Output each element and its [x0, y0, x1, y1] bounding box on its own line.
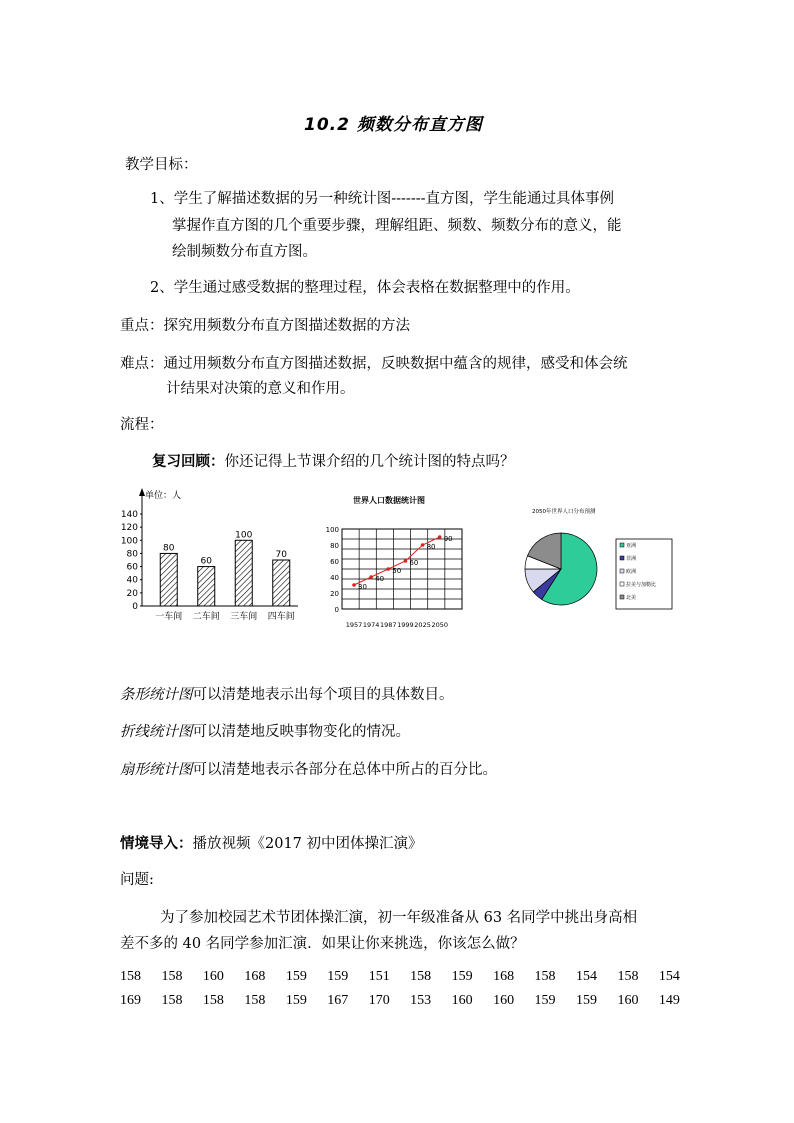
height-value: 160 [617, 993, 639, 1008]
x-category-label: 一车间 [155, 612, 183, 622]
y-tick-label: 0 [334, 606, 339, 614]
bar-value-label: 100 [235, 530, 253, 541]
height-value: 160 [202, 969, 224, 984]
data-label: 80 [426, 543, 436, 551]
data-point [438, 535, 442, 539]
y-tick-label: 80 [330, 542, 339, 550]
pie-chart [518, 503, 678, 615]
x-category-label: 二车间 [192, 612, 220, 622]
objective-1-line-2: 掌握作直方图的几个重要步骤，理解组距、频数、频数分布的意义，能 [172, 218, 622, 234]
line-chart-title: 世界人口数据统计图 [353, 496, 425, 505]
scene-line [120, 832, 423, 853]
height-value: 154 [658, 969, 680, 984]
data-label: 40 [375, 575, 385, 583]
line-chart-description [120, 720, 410, 741]
height-value: 159 [285, 969, 307, 984]
x-category-label: 四车间 [267, 612, 295, 622]
height-value: 168 [493, 969, 515, 984]
height-value: 167 [327, 993, 349, 1008]
data-label: 60 [409, 559, 419, 567]
line-chart-term: 折线统计图 [120, 724, 193, 740]
legend-label: 非洲 [626, 556, 637, 562]
bar [198, 567, 215, 606]
legend-label: 欧洲 [626, 569, 637, 575]
height-value: 158 [202, 993, 224, 1008]
bar [273, 560, 290, 606]
process-label: 流程： [120, 417, 164, 433]
y-tick-label: 60 [330, 558, 339, 566]
y-tick-label: 60 [126, 562, 138, 573]
height-value: 159 [575, 993, 597, 1008]
height-value: 149 [658, 993, 680, 1008]
height-value: 158 [410, 969, 432, 984]
bar-chart-desc-text: 可以清楚地表示出每个项目的具体数目。 [192, 687, 454, 703]
height-value: 159 [285, 993, 307, 1008]
height-value: 169 [120, 993, 141, 1008]
y-tick-label: 20 [126, 588, 138, 599]
line-chart-desc-text: 可以清楚地反映事物变化的情况。 [192, 724, 410, 740]
bar-chart [116, 484, 302, 624]
y-axis-label: 单位：人 [145, 491, 182, 501]
x-category-label: 三车间 [230, 612, 258, 622]
bar-value-label: 70 [275, 550, 287, 560]
x-tick-label: 1974 [362, 621, 380, 629]
question-label: 问题: [120, 872, 154, 888]
x-tick-label: 1999 [397, 621, 414, 629]
scene-text: 播放视频《2017 初中团体操汇演》 [192, 836, 423, 852]
data-point [404, 559, 408, 563]
objectives-heading: 教学目标： [125, 157, 198, 173]
legend-swatch [620, 556, 624, 560]
legend-label: 北美 [626, 595, 637, 601]
scene-label: 情境导入： [120, 836, 193, 852]
data-point [369, 575, 373, 579]
data-point [386, 567, 390, 571]
y-tick-label: 80 [126, 549, 138, 560]
review-label: 复习回顾： [152, 454, 225, 470]
legend-box [616, 539, 672, 609]
y-tick-label: 100 [325, 526, 339, 534]
height-value: 160 [493, 993, 515, 1008]
review-text: 你还记得上节课介绍的几个统计图的特点吗？ [224, 454, 515, 470]
legend-label: 拉美与加勒比 [626, 582, 657, 588]
legend-label: 亚洲 [626, 543, 637, 549]
data-label: 90 [443, 535, 453, 543]
height-value: 158 [161, 993, 183, 1008]
height-value: 160 [451, 993, 473, 1008]
legend-swatch [620, 582, 624, 586]
height-value: 158 [617, 969, 639, 984]
legend-swatch [620, 595, 624, 599]
problem-line-2: 差不多的 40 名同学参加汇演．如果让你来挑选，你该怎么做？ [120, 936, 525, 952]
line-chart [318, 491, 468, 633]
height-value: 154 [575, 969, 597, 984]
heights-row-1 [120, 969, 680, 985]
objective-2: 2、学生通过感受数据的整理过程，体会表格在数据整理中的作用。 [150, 280, 580, 296]
y-tick-label: 0 [132, 602, 138, 612]
height-value: 168 [244, 969, 266, 984]
difficulty-line-2: 计结果对决策的意义和作用。 [166, 381, 355, 397]
bar [160, 553, 177, 606]
bar-value-label: 60 [200, 556, 212, 567]
height-value: 159 [534, 993, 556, 1008]
data-point [421, 543, 425, 547]
height-value: 170 [368, 993, 390, 1008]
height-value: 158 [534, 969, 556, 984]
y-tick-label: 40 [330, 574, 339, 582]
x-tick-label: 1957 [345, 621, 363, 629]
bar [235, 540, 252, 606]
y-tick-label: 100 [120, 536, 138, 547]
data-label: 50 [392, 567, 402, 575]
bar-value-label: 80 [163, 543, 175, 554]
page-title: 10.2 频数分布直方图 [304, 115, 483, 135]
legend-swatch [620, 569, 624, 573]
data-point [352, 583, 356, 587]
y-tick-label: 20 [330, 590, 339, 598]
height-value: 159 [451, 969, 473, 984]
review-line [152, 450, 515, 471]
height-value: 158 [120, 969, 141, 984]
height-value: 151 [368, 969, 390, 984]
height-value: 153 [410, 993, 432, 1008]
height-value: 158 [244, 993, 266, 1008]
problem-line-1: 为了参加校园艺术节团体操汇演，初一年级准备从 63 名同学中挑出身高相 [160, 910, 638, 926]
legend-swatch [620, 543, 624, 547]
x-tick-label: 2025 [414, 621, 431, 629]
key-point: 重点：探究用频数分布直方图描述数据的方法 [120, 318, 410, 334]
objective-1-line-1: 1、学生了解描述数据的另一种统计图-------直方图，学生能通过具体事例 [150, 191, 615, 207]
pie-chart-term: 扇形统计图 [120, 762, 193, 778]
data-label: 30 [358, 583, 367, 591]
y-tick-label: 40 [126, 575, 138, 586]
x-tick-label: 2050 [431, 621, 448, 629]
pie-chart-title: 2050年世界人口分布预测 [532, 509, 596, 515]
pie-chart-desc-text: 可以清楚地表示各部分在总体中所占的百分比。 [192, 762, 497, 778]
height-value: 158 [161, 969, 183, 984]
objective-1-line-3: 绘制频数分布直方图。 [172, 244, 317, 260]
y-tick-label: 120 [120, 523, 138, 534]
pie-chart-description [120, 758, 497, 779]
y-tick-label: 140 [120, 510, 138, 520]
difficulty-line-1: 难点：通过用频数分布直方图描述数据，反映数据中蕴含的规律，感受和体会统 [120, 356, 628, 372]
x-tick-label: 1987 [380, 621, 397, 629]
heights-row-2 [120, 993, 680, 1009]
bar-chart-description [120, 683, 454, 704]
bar-chart-term: 条形统计图 [120, 687, 193, 703]
height-value: 159 [327, 969, 349, 984]
